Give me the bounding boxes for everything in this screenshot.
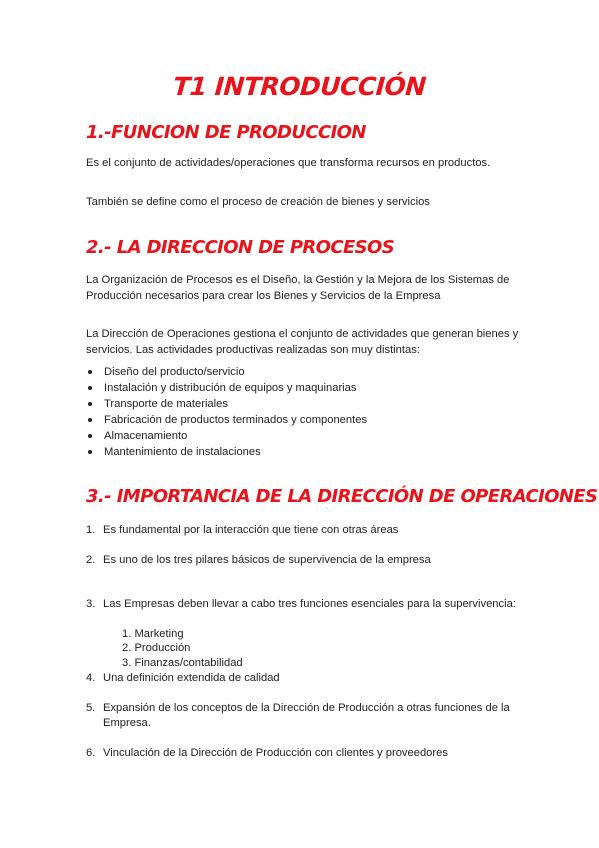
list-number: 5. <box>86 702 96 714</box>
list-item: Diseño del producto/servicio <box>104 364 367 380</box>
list-number: 2. <box>86 554 96 566</box>
sub-list-item: 1. Marketing <box>122 628 184 640</box>
paragraph-tambien: También se define como el proceso de creación de bienes y servicios <box>86 196 430 208</box>
list-text: Es fundamental por la interacción que tiene con otras áreas <box>103 524 399 536</box>
list-item: Almacenamiento <box>104 428 367 444</box>
list-item: Transporte de materiales <box>104 396 367 412</box>
list-item <box>86 523 526 538</box>
sub-list-item: 2. Producción <box>122 642 191 654</box>
document-title: T1 INTRODUCCIÓN <box>172 72 427 101</box>
list-text: Expansión de los conceptos de la Dirección de Producción a otras funciones de la Empresa. <box>103 702 510 729</box>
list-text: Es uno de los tres pilares básicos de supervivencia de la empresa <box>103 554 431 566</box>
section-heading-importancia: 3.- IMPORTANCIA DE LA DIRECCIÓN DE OPERACIONES <box>86 486 598 507</box>
paragraph-organizacion: La Organización de Procesos es el Diseño, la Gestión y la Mejora de los Sistemas de Producción necesarios para crear los Bienes y Servicios de la Empresa <box>86 274 510 302</box>
list-item <box>86 553 526 568</box>
paragraph-definicion: Es el conjunto de actividades/operaciones que transforma recursos en productos. <box>86 157 491 169</box>
list-item <box>86 671 526 686</box>
section-heading-funcion-produccion: 1.-FUNCION DE PRODUCCION <box>86 122 366 143</box>
list-number: 4. <box>86 672 96 684</box>
sub-list-item: 3. Finanzas/contabilidad <box>122 657 243 669</box>
paragraph-direccion-operaciones: La Dirección de Operaciones gestiona el conjunto de actividades que generan bienes y servicios. Las actividades productivas realizadas son muy distintas: <box>86 328 519 356</box>
list-item: Mantenimiento de instalaciones <box>104 444 367 460</box>
list-number: 1. <box>86 524 96 536</box>
list-item <box>86 701 526 731</box>
list-number: 6. <box>86 747 96 759</box>
list-text: Una definición extendida de calidad <box>103 672 280 684</box>
list-item: Fabricación de productos terminados y componentes <box>104 414 368 426</box>
activities-bullet-list <box>104 364 367 460</box>
list-item: Instalación y distribución de equipos y maquinarias <box>104 380 367 396</box>
list-text: Vinculación de la Dirección de Producción con clientes y proveedores <box>103 747 448 759</box>
list-text: Las Empresas deben llevar a cabo tres funciones esenciales para la supervivencia: <box>103 598 516 610</box>
list-item <box>86 597 526 612</box>
list-item <box>86 746 526 761</box>
list-number: 3. <box>86 598 96 610</box>
section-heading-direccion-procesos: 2.- LA DIRECCION DE PROCESOS <box>86 237 395 258</box>
